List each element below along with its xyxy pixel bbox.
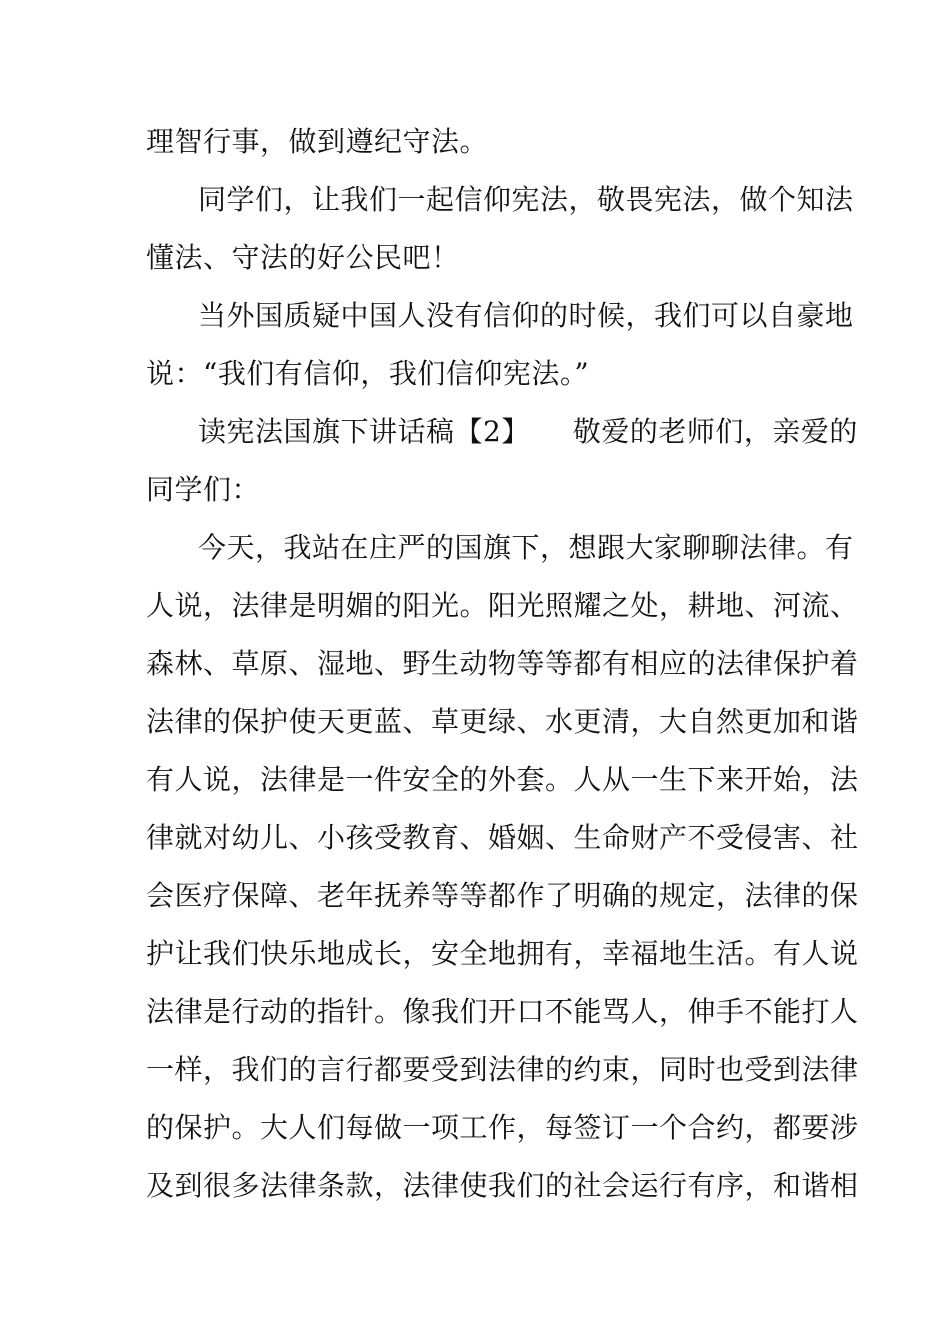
text-line: 及到很多法律条款，法律使我们的社会运行有序，和谐相 xyxy=(146,1169,859,1202)
text-line: 的保护。大人们每做一项工作，每签订一个合约，都要涉 xyxy=(146,1111,859,1144)
text-line: 法律的保护使天更蓝、草更绿、水更清，大自然更加和谐 xyxy=(146,705,859,738)
text-line: 说：“我们有信仰，我们信仰宪法。” xyxy=(146,357,590,390)
text-line: 有人说，法律是一件安全的外套。人从一生下来开始，法 xyxy=(146,763,859,796)
text-line: 今天，我站在庄严的国旗下，想跟大家聊聊法律。有 xyxy=(198,531,854,564)
text-line: 人说，法律是明媚的阳光。阳光照耀之处，耕地、河流、 xyxy=(146,589,859,622)
text-line: 理智行事，做到遵纪守法。 xyxy=(146,125,489,158)
text-line: 律就对幼儿、小孩受教育、婚姻、生命财产不受侵害、社 xyxy=(146,821,859,854)
text-line: 同学们，让我们一起信仰宪法，敬畏宪法，做个知法 xyxy=(198,183,854,216)
text-line: 当外国质疑中国人没有信仰的时候，我们可以自豪地 xyxy=(198,299,854,332)
text-line: 懂法、守法的好公民吧！ xyxy=(146,241,460,274)
text-line: 同学们： xyxy=(146,473,261,506)
text-line: 森林、草原、湿地、野生动物等等都有相应的法律保护着 xyxy=(146,647,859,680)
text-line: 一样，我们的言行都要受到法律的约束，同时也受到法律 xyxy=(146,1053,859,1086)
text-line: 读宪法国旗下讲话稿【2】 敬爱的老师们，亲爱的 xyxy=(198,415,858,448)
text-line: 护让我们快乐地成长，安全地拥有，幸福地生活。有人说 xyxy=(146,937,859,970)
text-line: 会医疗保障、老年抚养等等都作了明确的规定，法律的保 xyxy=(146,879,859,912)
text-line: 法律是行动的指针。像我们开口不能骂人，伸手不能打人 xyxy=(146,995,859,1028)
